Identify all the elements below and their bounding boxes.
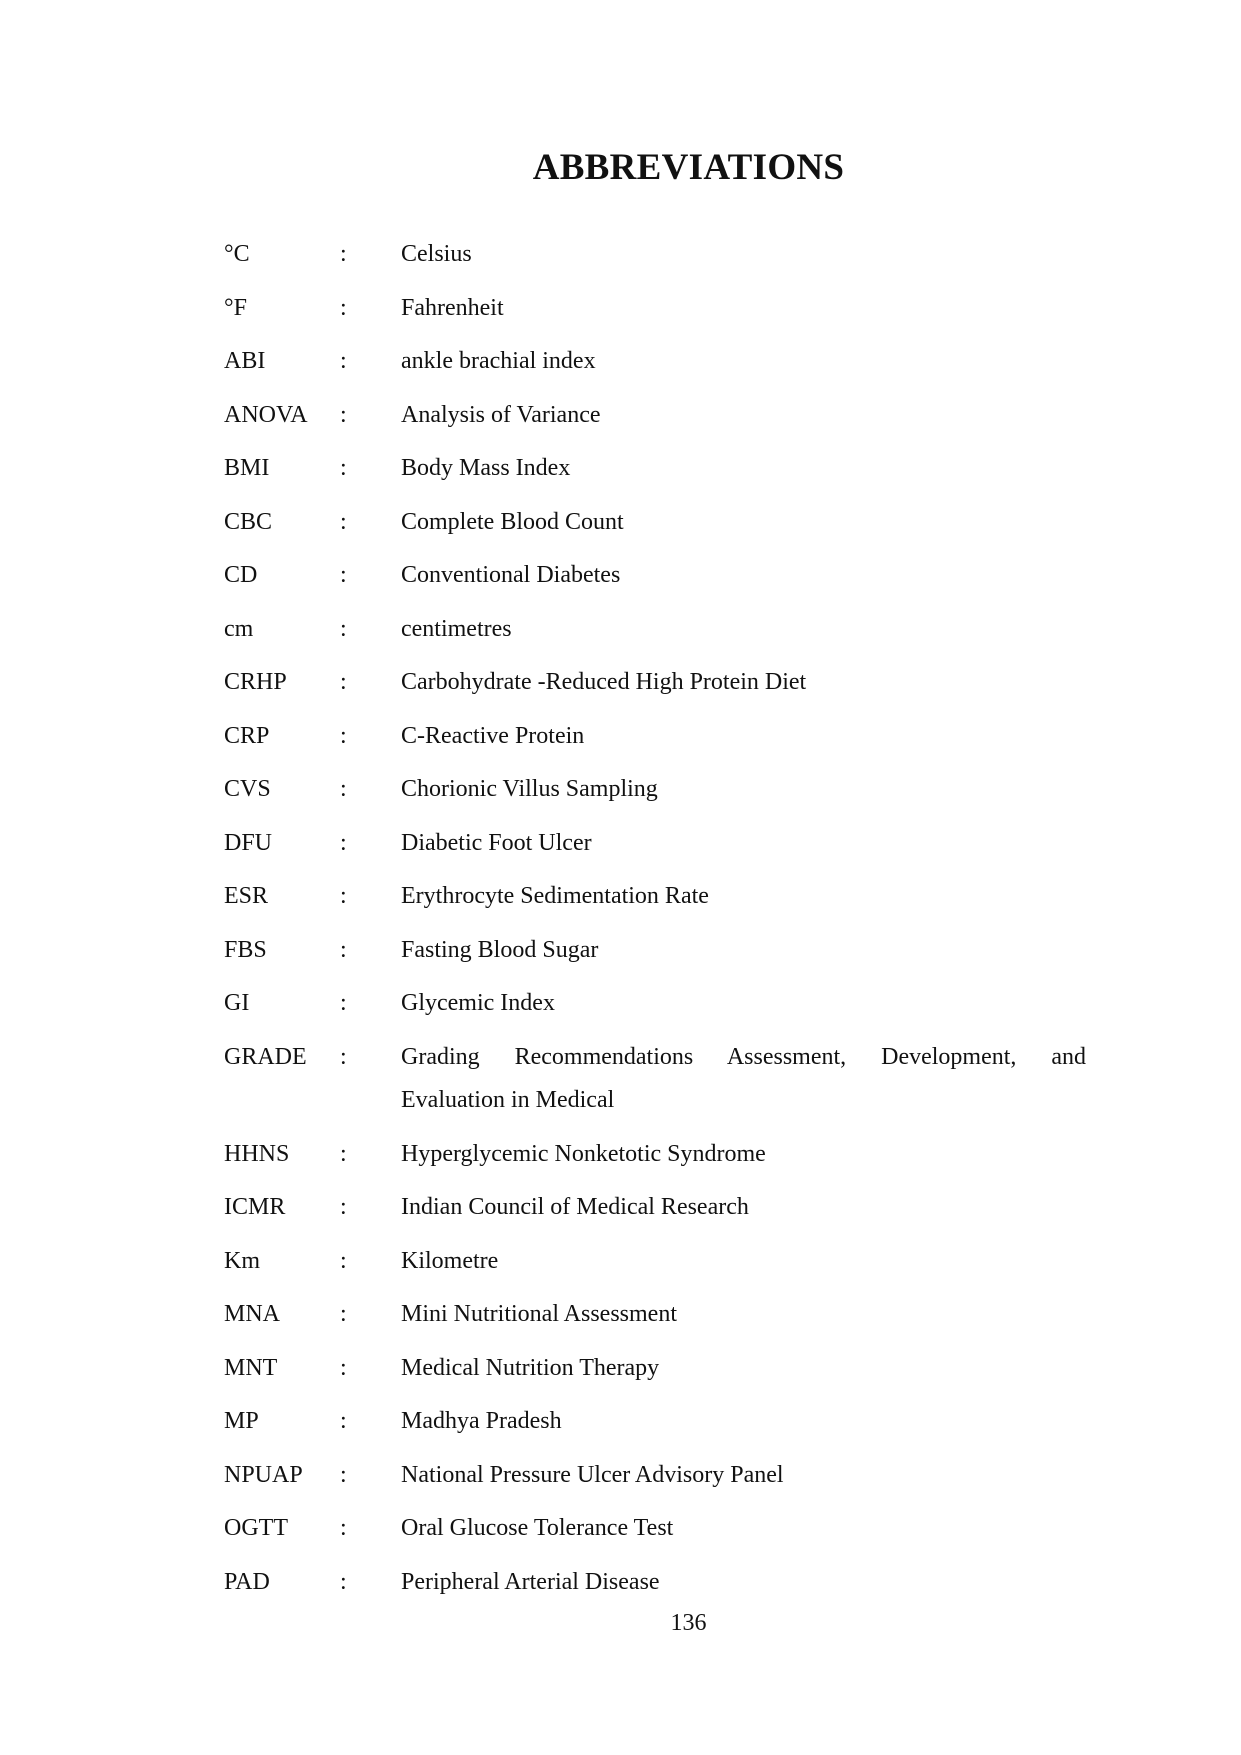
abbreviation-definition: Indian Council of Medical Research — [401, 1194, 749, 1220]
abbreviation-definition: centimetres — [401, 615, 512, 642]
abbreviation-definition: National Pressure Ulcer Advisory Panel — [401, 1461, 784, 1488]
separator-colon: : — [340, 1461, 347, 1488]
separator-colon: : — [340, 241, 347, 267]
separator-colon: : — [340, 990, 347, 1016]
abbreviation-term: FBS — [224, 936, 267, 963]
abbreviation-definition: Mini Nutritional Assessment — [401, 1301, 677, 1327]
separator-colon: : — [340, 1515, 347, 1541]
abbreviation-term: Km — [224, 1247, 260, 1274]
separator-colon: : — [340, 776, 347, 802]
separator-colon: : — [340, 1301, 347, 1327]
separator-colon: : — [340, 1140, 347, 1167]
abbreviation-term: MNA — [224, 1301, 281, 1327]
abbreviation-term: MP — [224, 1408, 259, 1434]
abbreviation-term: CBC — [224, 508, 273, 535]
abbreviation-row — [224, 1454, 1086, 1508]
abbreviation-definition: Celsius — [401, 241, 472, 267]
separator-colon: : — [340, 615, 347, 642]
separator-colon: : — [340, 1043, 347, 1070]
abbreviation-row — [224, 768, 1086, 822]
definition-line: Evaluation in Medical — [401, 1086, 615, 1113]
abbreviation-definition — [401, 1036, 1086, 1122]
abbreviation-definition: Conventional Diabetes — [401, 562, 621, 588]
abbreviation-row — [224, 715, 1086, 769]
abbreviation-definition: Oral Glucose Tolerance Test — [401, 1515, 674, 1541]
abbreviation-term: HHNS — [224, 1140, 290, 1167]
abbreviation-definition: Peripheral Arterial Disease — [401, 1568, 660, 1595]
abbreviation-term: ANOVA — [224, 401, 308, 428]
abbreviation-term: CD — [224, 562, 258, 588]
abbreviation-row — [224, 1400, 1086, 1454]
abbreviation-term: °C — [224, 241, 250, 267]
abbreviation-term: ICMR — [224, 1194, 286, 1220]
page-number: 136 — [670, 1610, 707, 1636]
abbreviation-term: DFU — [224, 829, 273, 856]
abbreviation-term: ABI — [224, 348, 266, 374]
abbreviation-row — [224, 394, 1086, 448]
abbreviation-definition: Carbohydrate -Reduced High Protein Diet — [401, 669, 807, 695]
separator-colon: : — [340, 1568, 347, 1595]
abbreviation-term: CRP — [224, 722, 270, 749]
abbreviation-row — [224, 929, 1086, 983]
separator-colon: : — [340, 722, 347, 749]
abbreviation-row — [224, 1036, 1086, 1133]
separator-colon: : — [340, 936, 347, 963]
abbreviation-row — [224, 287, 1086, 341]
abbreviation-row — [224, 501, 1086, 555]
separator-colon: : — [340, 294, 347, 321]
abbreviation-definition: Kilometre — [401, 1247, 499, 1274]
abbreviation-term: BMI — [224, 455, 270, 481]
abbreviation-term: GRADE — [224, 1043, 307, 1070]
separator-colon: : — [340, 401, 347, 428]
abbreviation-list — [224, 233, 1086, 1614]
abbreviation-term: CVS — [224, 776, 271, 802]
page-title: ABBREVIATIONS — [532, 147, 845, 188]
abbreviation-definition: Fahrenheit — [401, 294, 504, 321]
abbreviation-definition: Fasting Blood Sugar — [401, 936, 599, 963]
separator-colon: : — [340, 562, 347, 588]
abbreviation-definition: C-Reactive Protein — [401, 722, 585, 749]
definition-line: Grading Recommendations Assessment, Development, and — [401, 1043, 1086, 1070]
abbreviation-row — [224, 1293, 1086, 1347]
abbreviation-definition: Hyperglycemic Nonketotic Syndrome — [401, 1140, 766, 1167]
separator-colon: : — [340, 1194, 347, 1220]
abbreviation-definition: Chorionic Villus Sampling — [401, 776, 658, 802]
abbreviation-definition: Complete Blood Count — [401, 508, 624, 535]
abbreviation-row — [224, 661, 1086, 715]
abbreviation-term: NPUAP — [224, 1461, 303, 1488]
abbreviation-definition: Glycemic Index — [401, 990, 555, 1016]
abbreviation-definition: Erythrocyte Sedimentation Rate — [401, 883, 709, 909]
abbreviation-term: ESR — [224, 883, 269, 909]
abbreviation-row — [224, 608, 1086, 662]
abbreviation-row — [224, 1347, 1086, 1401]
abbreviation-row — [224, 233, 1086, 287]
abbreviation-definition: Body Mass Index — [401, 455, 571, 481]
abbreviation-term: °F — [224, 294, 247, 321]
separator-colon: : — [340, 829, 347, 856]
abbreviation-row — [224, 447, 1086, 501]
abbreviation-term: CRHP — [224, 669, 287, 695]
separator-colon: : — [340, 1408, 347, 1434]
abbreviation-term: OGTT — [224, 1515, 288, 1541]
abbreviation-term: GI — [224, 990, 250, 1016]
separator-colon: : — [340, 1247, 347, 1274]
separator-colon: : — [340, 669, 347, 695]
abbreviation-row — [224, 1561, 1086, 1615]
abbreviation-definition: Analysis of Variance — [401, 401, 601, 428]
abbreviation-term: MNT — [224, 1354, 278, 1381]
abbreviation-row — [224, 822, 1086, 876]
abbreviation-definition: Medical Nutrition Therapy — [401, 1354, 660, 1381]
abbreviation-row — [224, 1133, 1086, 1187]
abbreviation-row — [224, 1507, 1086, 1561]
abbreviation-row — [224, 1240, 1086, 1294]
abbreviation-definition: ankle brachial index — [401, 348, 596, 374]
abbreviation-row — [224, 982, 1086, 1036]
separator-colon: : — [340, 1354, 347, 1381]
abbreviation-row — [224, 1186, 1086, 1240]
abbreviation-definition: Madhya Pradesh — [401, 1408, 562, 1434]
abbreviation-definition: Diabetic Foot Ulcer — [401, 829, 592, 856]
abbreviation-term: PAD — [224, 1568, 270, 1595]
abbreviation-row — [224, 875, 1086, 929]
abbreviation-term: cm — [224, 615, 254, 642]
abbreviation-row — [224, 340, 1086, 394]
separator-colon: : — [340, 348, 347, 374]
separator-colon: : — [340, 883, 347, 909]
separator-colon: : — [340, 455, 347, 481]
separator-colon: : — [340, 508, 347, 535]
abbreviation-row — [224, 554, 1086, 608]
